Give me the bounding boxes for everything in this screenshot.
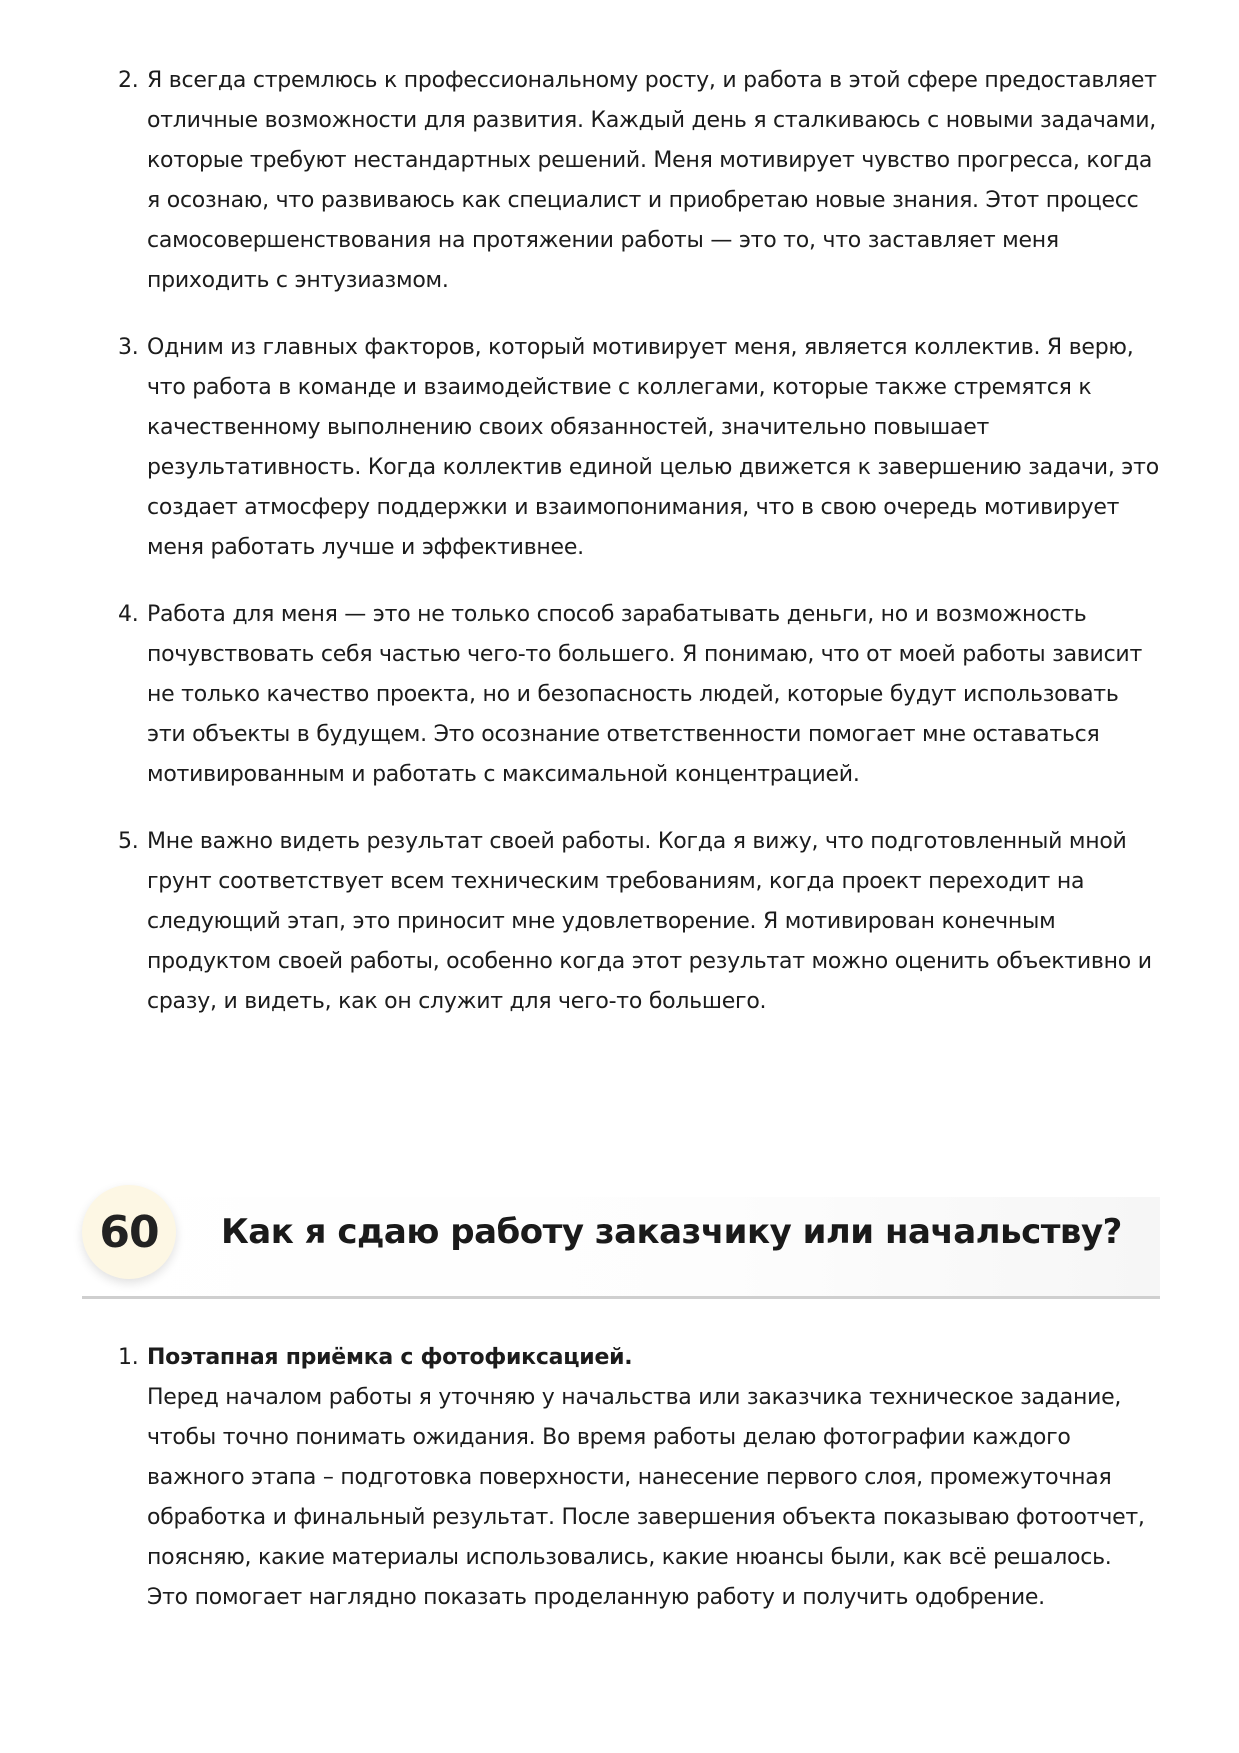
section-header [82, 1185, 1160, 1301]
list-item-text: Одним из главных факторов, который мотивирует меня, является коллектив. Я верю, что работа в команде и взаимодействие с коллегами, которые также стремятся к качественному выполнению своих обязанностей, значительно повышает результативность. Когда коллектив единой целью движется к завершению задачи, это создает атмосферу поддержки и взаимопонимания, что в свою очередь мотивирует меня работать лучше и эффективнее. [147, 335, 1159, 560]
answer-list-previous [0, 61, 1239, 1022]
list-item-text: Мне важно видеть результат своей работы. Когда я вижу, что подготовленный мной грунт соответствует всем техническим требованиям, когда проект переходит на следующий этап, это приносит мне удовлетворение. Я мотивирован конечным продуктом своей работы, особенно когда этот результат можно оценить объективно и сразу, и видеть, как он служит для чего-то большего. [147, 829, 1152, 1014]
list-item-number: 3. [118, 335, 139, 360]
list-item-number: 1. [118, 1345, 139, 1370]
list-item-title: Поэтапная приёмка с фотофиксацией. [147, 1345, 633, 1370]
list-item [0, 1338, 1239, 1618]
list-item [0, 61, 1239, 301]
list-item-text: Я всегда стремлюсь к профессиональному росту, и работа в этой сфере предоставляет отличные возможности для развития. Каждый день я сталкиваюсь с новыми задачами, которые требуют нестандартных решений. Меня мотивирует чувство прогресса, когда я осознаю, что развиваюсь как специалист и приобретаю новые знания. Этот процесс самосовершенствования на протяжении работы — это то, что заставляет меня приходить с энтузиазмом. [147, 68, 1157, 293]
list-item-number: 2. [118, 68, 139, 93]
list-item-text: Перед началом работы я уточняю у начальства или заказчика техническое задание, чтобы точно понимать ожидания. Во время работы делаю фотографии каждого важного этапа – подготовка поверхности, нанесение первого слоя, промежуточная обработка и финальный результат. После завершения объекта показываю фотоотчет, поясняю, какие материалы использовались, какие нюансы были, как всё решалось. Это помогает наглядно показать проделанную работу и получить одобрение. [147, 1385, 1145, 1610]
list-item-number: 5. [118, 829, 139, 854]
section-title: Как я сдаю работу заказчику или начальству? [221, 1212, 1122, 1252]
list-item [0, 822, 1239, 1022]
list-item-text: Работа для меня — это не только способ зарабатывать деньги, но и возможность почувствовать себя частью чего-то большего. Я понимаю, что от моей работы зависит не только качество проекта, но и безопасность людей, которые будут использовать эти объекты в будущем. Это осознание ответственности помогает мне оставаться мотивированным и работать с максимальной концентрацией. [147, 602, 1143, 787]
list-item-number: 4. [118, 602, 139, 627]
answer-list-current [0, 1338, 1239, 1618]
list-item [0, 328, 1239, 568]
list-item [0, 595, 1239, 795]
question-number-badge: 60 [82, 1185, 176, 1279]
